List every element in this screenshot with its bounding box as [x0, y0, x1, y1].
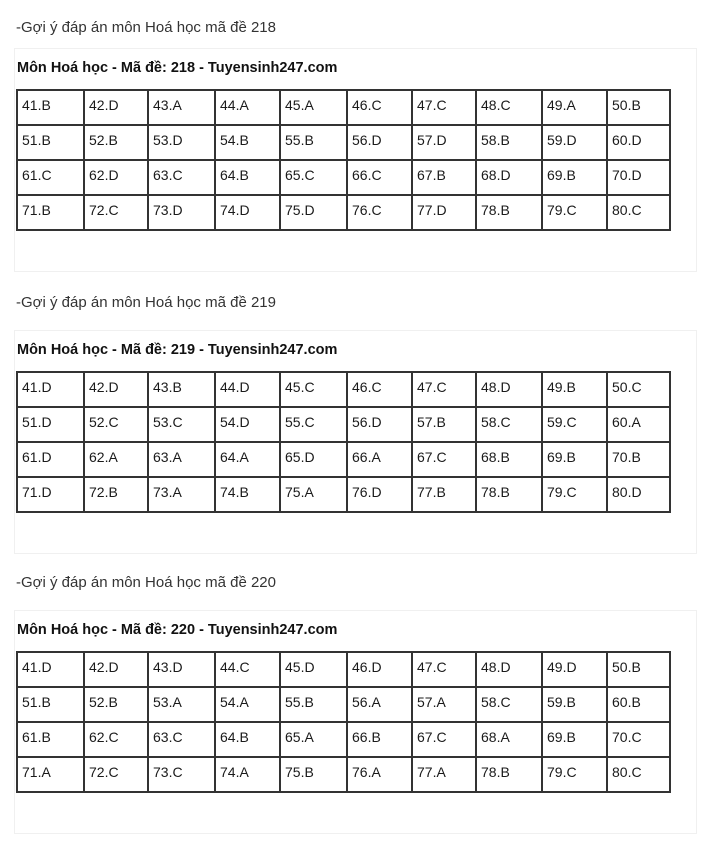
answer-cell: 41.D [17, 652, 84, 687]
answer-cell: 44.D [215, 372, 280, 407]
answer-cell: 73.C [148, 757, 215, 792]
answer-cell: 71.B [17, 195, 84, 230]
answer-cell: 50.B [607, 90, 670, 125]
answer-cell: 55.B [280, 687, 347, 722]
answer-cell: 72.B [84, 477, 148, 512]
answer-cell: 79.C [542, 757, 607, 792]
answer-cell: 51.B [17, 687, 84, 722]
answer-cell: 45.A [280, 90, 347, 125]
answer-cell: 42.D [84, 652, 148, 687]
answer-cell: 66.B [347, 722, 412, 757]
answer-cell: 58.B [476, 125, 542, 160]
answer-cell: 65.A [280, 722, 347, 757]
answer-cell: 59.C [542, 407, 607, 442]
answer-cell: 69.B [542, 160, 607, 195]
answer-cell: 75.B [280, 757, 347, 792]
answer-cell: 45.D [280, 652, 347, 687]
answer-cell: 53.C [148, 407, 215, 442]
answer-cell: 42.D [84, 372, 148, 407]
answer-cell: 61.C [17, 160, 84, 195]
answer-cell: 78.B [476, 477, 542, 512]
answer-cell: 48.C [476, 90, 542, 125]
answer-cell: 80.C [607, 757, 670, 792]
answer-cell: 68.A [476, 722, 542, 757]
answer-cell: 56.D [347, 407, 412, 442]
answer-cell: 70.B [607, 442, 670, 477]
answer-cell: 77.B [412, 477, 476, 512]
panel-title: Môn Hoá học - Mã đề: 218 - Tuyensinh247.com [17, 60, 338, 76]
answer-cell: 76.A [347, 757, 412, 792]
answer-cell: 58.C [476, 407, 542, 442]
answer-cell: 62.D [84, 160, 148, 195]
answer-cell: 53.A [148, 687, 215, 722]
answer-cell: 69.B [542, 442, 607, 477]
answer-cell: 49.D [542, 652, 607, 687]
answer-cell: 57.D [412, 125, 476, 160]
answer-cell: 60.A [607, 407, 670, 442]
answer-cell: 64.B [215, 160, 280, 195]
answer-cell: 67.C [412, 442, 476, 477]
answer-cell: 75.A [280, 477, 347, 512]
answer-cell: 50.C [607, 372, 670, 407]
answer-cell: 43.A [148, 90, 215, 125]
answer-cell: 78.B [476, 757, 542, 792]
answer-cell: 70.C [607, 722, 670, 757]
answer-cell: 69.B [542, 722, 607, 757]
answer-cell: 75.D [280, 195, 347, 230]
answer-cell: 80.D [607, 477, 670, 512]
answer-cell: 65.D [280, 442, 347, 477]
answer-cell: 61.D [17, 442, 84, 477]
answer-cell: 74.A [215, 757, 280, 792]
answer-cell: 59.B [542, 687, 607, 722]
answer-cell: 44.A [215, 90, 280, 125]
answer-cell: 67.C [412, 722, 476, 757]
answer-cell: 77.A [412, 757, 476, 792]
answer-cell: 73.A [148, 477, 215, 512]
answer-cell: 64.B [215, 722, 280, 757]
answer-cell: 46.D [347, 652, 412, 687]
answer-cell: 60.D [607, 125, 670, 160]
answer-cell: 43.B [148, 372, 215, 407]
answer-cell: 52.C [84, 407, 148, 442]
answer-cell: 63.A [148, 442, 215, 477]
answer-cell: 68.B [476, 442, 542, 477]
answer-cell: 64.A [215, 442, 280, 477]
answer-cell: 67.B [412, 160, 476, 195]
answer-cell: 61.B [17, 722, 84, 757]
answer-cell: 76.C [347, 195, 412, 230]
answer-cell: 78.B [476, 195, 542, 230]
answer-cell: 48.D [476, 372, 542, 407]
answer-cell: 72.C [84, 195, 148, 230]
answer-cell: 48.D [476, 652, 542, 687]
answer-cell: 45.C [280, 372, 347, 407]
answer-cell: 66.C [347, 160, 412, 195]
table-row [17, 757, 670, 792]
answer-cell: 47.C [412, 372, 476, 407]
answer-cell: 76.D [347, 477, 412, 512]
answer-cell: 47.C [412, 90, 476, 125]
answer-cell: 43.D [148, 652, 215, 687]
answer-cell: 79.C [542, 477, 607, 512]
table-row [17, 687, 670, 722]
answer-cell: 71.A [17, 757, 84, 792]
answer-cell: 49.B [542, 372, 607, 407]
answer-cell: 53.D [148, 125, 215, 160]
answer-cell: 44.C [215, 652, 280, 687]
answer-cell: 74.B [215, 477, 280, 512]
answer-table [16, 651, 671, 793]
answer-cell: 62.C [84, 722, 148, 757]
table-row [17, 722, 670, 757]
answer-cell: 54.B [215, 125, 280, 160]
answer-cell: 65.C [280, 160, 347, 195]
answer-cell: 68.D [476, 160, 542, 195]
answer-cell: 56.A [347, 687, 412, 722]
answer-cell: 73.D [148, 195, 215, 230]
answer-cell: 77.D [412, 195, 476, 230]
answer-cell: 51.D [17, 407, 84, 442]
answer-cell: 63.C [148, 722, 215, 757]
answer-cell: 79.C [542, 195, 607, 230]
answer-cell: 51.B [17, 125, 84, 160]
section-intro: -Gợi ý đáp án môn Hoá học mã đề 219 [16, 294, 276, 311]
answer-cell: 70.D [607, 160, 670, 195]
answer-cell: 47.C [412, 652, 476, 687]
answer-cell: 56.D [347, 125, 412, 160]
answer-cell: 42.D [84, 90, 148, 125]
answer-cell: 57.B [412, 407, 476, 442]
answer-cell: 55.B [280, 125, 347, 160]
answer-cell: 46.C [347, 90, 412, 125]
answer-cell: 63.C [148, 160, 215, 195]
answer-cell: 59.D [542, 125, 607, 160]
answer-cell: 57.A [412, 687, 476, 722]
panel-title: Môn Hoá học - Mã đề: 219 - Tuyensinh247.com [17, 342, 338, 358]
answer-cell: 46.C [347, 372, 412, 407]
answer-cell: 52.B [84, 125, 148, 160]
section-intro: -Gợi ý đáp án môn Hoá học mã đề 218 [16, 19, 276, 36]
answer-cell: 55.C [280, 407, 347, 442]
answer-cell: 41.D [17, 372, 84, 407]
answer-cell: 49.A [542, 90, 607, 125]
answer-cell: 54.D [215, 407, 280, 442]
panel-title: Môn Hoá học - Mã đề: 220 - Tuyensinh247.com [17, 622, 338, 638]
answer-cell: 41.B [17, 90, 84, 125]
answer-cell: 58.C [476, 687, 542, 722]
answer-cell: 52.B [84, 687, 148, 722]
answer-cell: 66.A [347, 442, 412, 477]
answer-cell: 54.A [215, 687, 280, 722]
answer-cell: 71.D [17, 477, 84, 512]
answer-cell: 62.A [84, 442, 148, 477]
answer-cell: 60.B [607, 687, 670, 722]
section-intro: -Gợi ý đáp án môn Hoá học mã đề 220 [16, 574, 276, 591]
table-row [17, 652, 670, 687]
answer-cell: 74.D [215, 195, 280, 230]
answer-cell: 80.C [607, 195, 670, 230]
answer-cell: 50.B [607, 652, 670, 687]
answer-cell: 72.C [84, 757, 148, 792]
